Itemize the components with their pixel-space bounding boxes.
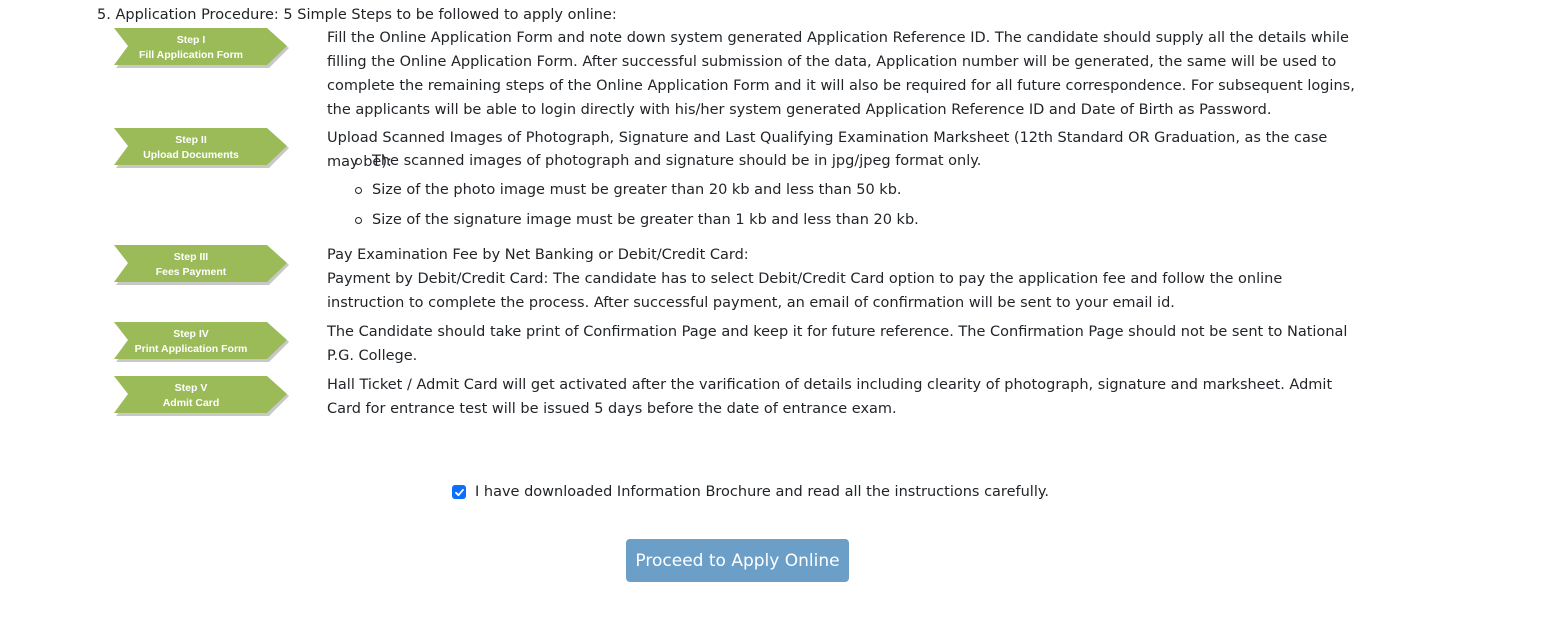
step-badge-5 bbox=[113, 375, 289, 417]
step-3-description bbox=[327, 243, 1357, 315]
consent-label: I have downloaded Information Brochure and read all the instructions carefully. bbox=[475, 484, 1049, 500]
badge-text bbox=[117, 379, 265, 413]
badge-step-title: Upload Documents bbox=[143, 149, 239, 161]
step-badge-2 bbox=[113, 127, 289, 169]
step-badge-3 bbox=[113, 244, 289, 286]
badge-step-number: Step II bbox=[175, 134, 207, 146]
badge-step-number: Step V bbox=[174, 382, 208, 394]
badge-step-title: Admit Card bbox=[162, 397, 220, 409]
step-badge-4 bbox=[113, 321, 289, 363]
badge-text bbox=[117, 248, 265, 282]
section-heading: 5. Application Procedure: 5 Simple Steps to be followed to apply online: bbox=[97, 7, 617, 23]
circle-bullet-icon bbox=[355, 217, 362, 224]
badge-step-title: Fees Payment bbox=[155, 266, 227, 278]
list-item bbox=[355, 209, 919, 231]
consent-checkbox-row[interactable] bbox=[452, 484, 1049, 500]
list-item-text: Size of the signature image must be greater than 1 kb and less than 20 kb. bbox=[372, 212, 919, 228]
step-paragraph: The Candidate should take print of Confirmation Page and keep it for future reference. The Confirmation Page should not be sent to National P.G. College. bbox=[327, 324, 1348, 364]
badge-text bbox=[117, 31, 265, 65]
list-item bbox=[355, 150, 981, 172]
step-paragraph: Fill the Online Application Form and note down system generated Application Reference ID. The candidate should supply all the details while filling the Online Application Form. After successful submission of the data, Application number will be generated, the same will be used to complete the remaining steps of the Online Application Form and it will also be required for all future correspondence. For subsequent logins, the applicants will be able to login directly with his/her system generated Application Reference ID and Date of Birth as Password. bbox=[327, 30, 1355, 118]
step-paragraph: Hall Ticket / Admit Card will get activated after the varification of details including clearity of photograph, signature and marksheet. Admit Card for entrance test will be issued 5 days before the date of entrance exam. bbox=[327, 377, 1333, 417]
proceed-to-apply-button[interactable]: Proceed to Apply Online bbox=[626, 539, 849, 582]
list-item bbox=[355, 179, 902, 201]
consent-checkbox[interactable] bbox=[452, 485, 466, 499]
step-1-description bbox=[327, 26, 1357, 122]
step-5-description bbox=[327, 373, 1357, 421]
badge-step-title: Print Application Form bbox=[134, 343, 248, 355]
list-item-text: The scanned images of photograph and signature should be in jpg/jpeg format only. bbox=[372, 153, 982, 169]
step-paragraph: Pay Examination Fee by Net Banking or Debit/Credit Card: bbox=[327, 247, 749, 263]
badge-text bbox=[117, 131, 265, 165]
list-item-text: Size of the photo image must be greater than 20 kb and less than 50 kb. bbox=[372, 182, 902, 198]
step-4-description bbox=[327, 320, 1357, 368]
badge-step-number: Step IV bbox=[173, 328, 209, 340]
circle-bullet-icon bbox=[355, 187, 362, 194]
step-badge-1 bbox=[113, 27, 289, 69]
badge-step-title: Fill Application Form bbox=[138, 49, 244, 61]
circle-bullet-icon bbox=[355, 158, 362, 165]
badge-step-number: Step I bbox=[176, 34, 206, 46]
step-paragraph: Payment by Debit/Credit Card: The candidate has to select Debit/Credit Card option to pay the application fee and follow the online instruction to complete the process. After successful payment, an email of confirmation will be sent to your email id. bbox=[327, 271, 1283, 311]
badge-text bbox=[117, 325, 265, 359]
badge-step-number: Step III bbox=[173, 251, 209, 263]
checkmark-icon bbox=[454, 487, 465, 498]
step-paragraph: Upload Scanned Images of Photograph, Signature and Last Qualifying Examination Marksheet (12th Standard OR Graduation, as the case may be): bbox=[327, 130, 1328, 170]
